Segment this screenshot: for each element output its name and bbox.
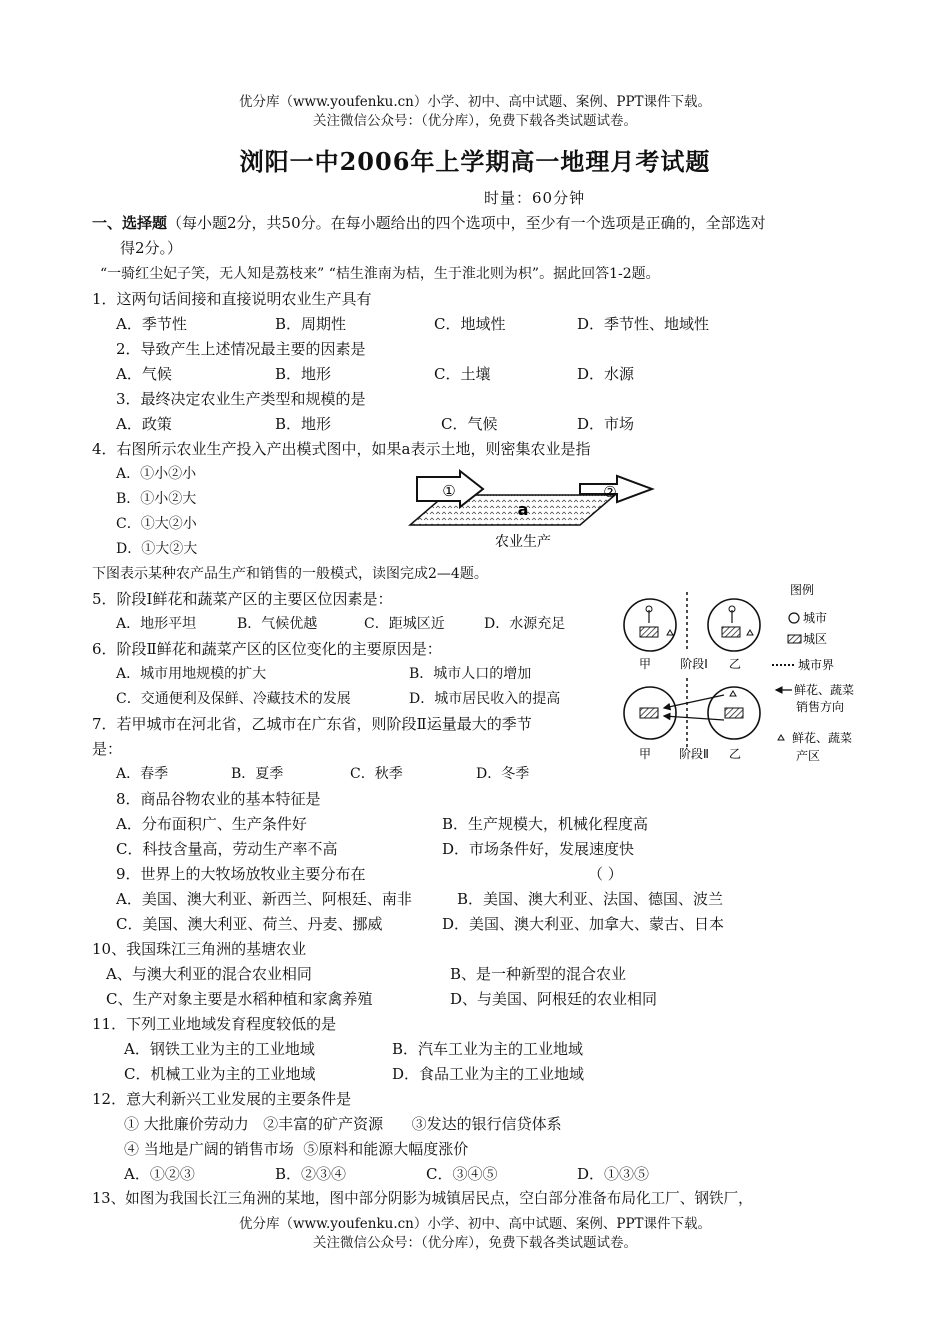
q7-stem: 7．若甲城市在河北省，乙城市在广东省，则阶段Ⅱ运量最大的季节	[92, 715, 532, 733]
label-yi-stage2: 乙	[728, 747, 742, 761]
q4-option-c: C．①大②小	[116, 516, 197, 532]
q9-option-d: D．美国、澳大利亚、加拿大、蒙古、日本	[442, 915, 725, 933]
q6-option-c: C．交通便利及保鲜、冷藏技术的发展	[116, 691, 351, 707]
q1-option-c: C．地域性	[434, 315, 506, 333]
header-line-1: 优分库（www.youfenku.cn）小学、初中、高中试题、案例、PPT课件下载。	[238, 94, 712, 110]
q2-option-a: A．气候	[116, 365, 172, 383]
header-line-2: 关注微信公众号：（优分库），免费下载各类试题试卷。	[313, 113, 637, 129]
q10-option-b: B、是一种新型的混合农业	[450, 965, 627, 983]
q6-option-a: A．城市用地规模的扩大	[116, 666, 267, 682]
q7-option-d: D．冬季	[476, 766, 530, 782]
q7-option-c: C．秋季	[350, 766, 403, 782]
legend-boundary: 城市界	[798, 658, 835, 672]
q2-option-d: D．水源	[577, 365, 635, 383]
q11-option-c: C．机械工业为主的工业地域	[124, 1065, 316, 1083]
legend-urban-symbol	[788, 635, 801, 643]
time-label: 时量：60分钟	[484, 189, 586, 207]
fig1-label-input: ①	[442, 482, 456, 500]
q7-stem-cont: 是：	[92, 740, 123, 758]
q1-stem: 1．这两句话间接和直接说明农业生产具有	[92, 290, 372, 308]
q11-option-a: A．钢铁工业为主的工业地域	[124, 1040, 315, 1058]
q10-option-d: D、与美国、阿根廷的农业相同	[450, 990, 658, 1008]
q11-stem: 11．下列工业地域发育程度较低的是	[92, 1015, 337, 1033]
q8-option-c: C．科技含量高，劳动生产率不高	[116, 840, 338, 858]
urban-jia-stage2	[640, 708, 658, 718]
q9-option-a: A．美国、澳大利亚、新西兰、阿根廷、南非	[116, 890, 412, 908]
legend-area-symbol	[778, 735, 784, 740]
q11-option-d: D．食品工业为主的工业地域	[392, 1065, 585, 1083]
legend-area-line1: 鲜花、蔬菜	[792, 731, 853, 745]
q6-option-b: B．城市人口的增加	[409, 666, 532, 682]
q3-option-c: C．气候	[441, 415, 498, 433]
sales-model-figure	[612, 580, 862, 770]
q12-stem: 12．意大利新兴工业发展的主要条件是	[92, 1090, 352, 1108]
q13-stem: 13、如图为我国长江三角洲的某地，图中部分阴影为城镇居民点，空白部分准备布局化工厂、钢铁厂，	[92, 1190, 753, 1207]
flow-arrow-stage2-b	[664, 716, 724, 720]
label-stage1: 阶段Ⅰ	[680, 657, 708, 671]
q8-option-d: D．市场条件好，发展速度快	[442, 840, 635, 858]
legend-city: 城市	[803, 611, 828, 625]
legend-title: 图例	[790, 583, 815, 597]
q12-option-d: D．①③⑤	[577, 1165, 650, 1183]
q9-stem: 9．世界上的大牧场放牧业主要分布在	[116, 865, 366, 883]
q3-stem: 3．最终决定农业生产类型和规模的是	[116, 390, 366, 408]
label-jia-stage1: 甲	[638, 657, 652, 671]
produce-area-yi-stage2	[730, 691, 736, 696]
legend-city-symbol	[789, 613, 799, 623]
legend-flow-line2: 销售方向	[796, 700, 845, 714]
q12-option-b: B．②③④	[275, 1165, 347, 1183]
q8-stem: 8．商品谷物农业的基本特征是	[116, 790, 321, 808]
q12-conditions-1: ① 大批廉价劳动力 ②丰富的矿产资源 ③发达的银行信贷体系	[124, 1115, 562, 1133]
agriculture-model-figure	[405, 462, 665, 550]
q12-option-a: A．①②③	[124, 1165, 195, 1183]
q4-option-d: D．①大②大	[116, 541, 198, 557]
q7-option-b: B．夏季	[231, 766, 284, 782]
q6-option-d: D．城市居民收入的提高	[409, 691, 561, 707]
legend-flow-line1: 鲜花、蔬菜	[794, 683, 855, 697]
q4-option-b: B．①小②大	[116, 491, 197, 507]
legend-urban: 城区	[803, 632, 828, 646]
urban-jia-stage1	[640, 627, 658, 637]
fig1-caption: 农业生产	[495, 534, 551, 550]
q12-option-c: C．③④⑤	[426, 1165, 498, 1183]
produce-area-yi-stage1	[747, 630, 753, 635]
legend-area-line2: 产区	[796, 749, 821, 763]
page-title: 浏阳一中2006年上学期高一地理月考试题	[239, 147, 711, 176]
intro-1: “一骑红尘妃子笑，无人知是荔枝来” “桔生淮南为桔，生于淮北则为枳”。据此回答1-2题。	[100, 266, 660, 282]
q10-stem: 10、我国珠江三角洲的基塘农业	[92, 940, 307, 958]
q5-stem: 5．阶段Ⅰ鲜花和蔬菜产区的主要区位因素是：	[92, 590, 393, 608]
q1-option-b: B．周期性	[275, 315, 347, 333]
q9-option-c: C．美国、澳大利亚、荷兰、丹麦、挪威	[116, 915, 383, 933]
urban-yi-stage2	[725, 708, 743, 718]
q4-stem: 4．右图所示农业生产投入产出模式图中，如果a表示土地，则密集农业是指	[92, 440, 591, 458]
urban-yi-stage1	[722, 627, 740, 637]
fig1-label-center: a	[517, 500, 529, 519]
q8-option-b: B．生产规模大，机械化程度高	[442, 815, 649, 833]
city-jia-stage1	[624, 599, 676, 651]
q3-option-d: D．市场	[577, 415, 635, 433]
q9-answer-paren: （ ）	[588, 865, 623, 883]
label-stage2: 阶段Ⅱ	[679, 747, 709, 761]
q3-option-a: A．政策	[116, 415, 172, 433]
q5-option-d: D．水源充足	[484, 616, 566, 632]
intro-2: 下图表示某种农产品生产和销售的一般模式，读图完成2—4题。	[92, 566, 488, 582]
q10-option-c: C、生产对象主要是水稻种植和家禽养殖	[106, 990, 373, 1008]
q2-stem: 2．导致产生上述情况最主要的因素是	[116, 340, 366, 358]
q7-option-a: A．春季	[116, 766, 169, 782]
q9-option-b: B．美国、澳大利亚、法国、德国、波兰	[457, 890, 724, 908]
q1-option-a: A．季节性	[116, 315, 187, 333]
q6-stem: 6．阶段Ⅱ鲜花和蔬菜产区的区位变化的主要原因是：	[92, 640, 442, 658]
q4-option-a: A．①小②小	[116, 466, 197, 482]
q5-option-b: B．气候优越	[237, 616, 318, 632]
q8-option-a: A．分布面积广、生产条件好	[116, 815, 307, 833]
produce-area-jia-stage1	[667, 630, 673, 635]
section-1-note: （每小题2分，共50分。在每小题给出的四个选项中，至少有一个选项是正确的，全部选对	[167, 214, 766, 232]
q5-option-c: C．距城区近	[364, 616, 445, 632]
footer-line-2: 关注微信公众号：（优分库），免费下载各类试题试卷。	[313, 1235, 637, 1251]
footer-line-1: 优分库（www.youfenku.cn）小学、初中、高中试题、案例、PPT课件下载。	[238, 1216, 712, 1232]
label-jia-stage2: 甲	[638, 747, 652, 761]
q2-option-b: B．地形	[275, 365, 332, 383]
section-1-heading-line	[92, 213, 766, 233]
q12-conditions-2: ④ 当地是广阔的销售市场 ⑤原料和能源大幅度涨价	[124, 1140, 469, 1158]
section-1-note-cont: 得2分。）	[120, 239, 183, 257]
q10-option-a: A、与澳大利亚的混合农业相同	[106, 965, 312, 983]
q1-option-d: D．季节性、地域性	[577, 315, 710, 333]
q11-option-b: B．汽车工业为主的工业地域	[392, 1040, 584, 1058]
fig1-label-output: ②	[603, 483, 617, 501]
label-yi-stage1: 乙	[728, 657, 742, 671]
q2-option-c: C．土壤	[434, 365, 491, 383]
q3-option-b: B．地形	[275, 415, 332, 433]
section-1-heading: 一、选择题	[92, 214, 168, 232]
q5-option-a: A．地形平坦	[116, 616, 197, 632]
